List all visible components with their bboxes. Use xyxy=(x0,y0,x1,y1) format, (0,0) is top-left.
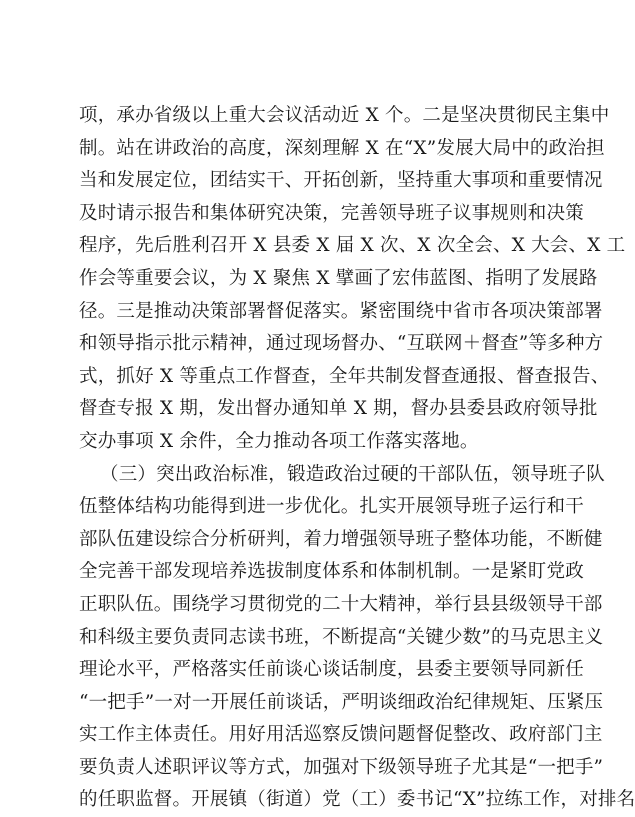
text-line: 理论水平，严格落实任前谈心谈话制度，县委主要领导同新任 xyxy=(79,659,584,681)
text-line: 和科级主要负责同志读书班，不断提高“关键少数”的马克思主义 xyxy=(79,626,604,648)
text-line: 的任职监督。开展镇（街道）党（工）委书记“X”拉练工作，对排名 xyxy=(79,789,635,811)
text-line: 项，承办省级以上重大会议活动近 X 个。二是坚决贯彻民主集中 xyxy=(79,105,610,126)
text-line: 径。三是推动决策部署督促落实。紧密围绕中省市各项决策部署 xyxy=(79,300,603,322)
section-heading-line: （三）突出政治标准，锻造政治过硬的干部队伍，领导班子队 xyxy=(100,463,605,485)
text-line: 全完善干部发现培养选拔制度体系和体制机制。一是紧盯党政 xyxy=(79,561,584,583)
text-line: 部队伍建设综合分析研判，着力增强领导班子整体功能，不断健 xyxy=(79,528,603,550)
text-line: 作会等重要会议，为 X 聚焦 X 擘画了宏伟蓝图、指明了发展路 xyxy=(79,267,598,289)
text-line: 正职队伍。围绕学习贯彻党的二十大精神，举行县县级领导干部 xyxy=(79,593,603,615)
text-line: 当和发展定位，团结实干、开拓创新，坚持重大事项和重要情况 xyxy=(79,170,603,192)
text-line: 式，抓好 X 等重点工作督查，全年共制发督查通报、督查报告、 xyxy=(79,365,610,387)
text-line: 和领导指示批示精神，通过现场督办、“互联网＋督查”等多种方 xyxy=(79,333,604,355)
text-line: 及时请示报告和集体研究决策，完善领导班子议事规则和决策 xyxy=(79,202,584,224)
document-body xyxy=(79,100,635,817)
paragraph-end-line: 交办事项 X 余件，全力推动各项工作落实落地。 xyxy=(79,430,479,452)
text-line: 伍整体结构功能得到进一步优化。扎实开展领导班子运行和干 xyxy=(79,496,584,518)
text-line: 要负责人述职评议等方式，加强对下级领导班子尤其是“一把手” xyxy=(79,756,604,778)
text-line: 实工作主体责任。用好用活巡察反馈问题督促整改、政府部门主 xyxy=(79,724,603,746)
text-line: 督查专报 X 期，发出督办通知单 X 期，督办县委县政府领导批 xyxy=(79,398,598,420)
text-line: 制。站在讲政治的高度，深刻理解 X 在“X”发展大局中的政治担 xyxy=(79,137,605,159)
text-line: 程序，先后胜利召开 X 县委 X 届 X 次、X 次全会、X 大会、X 工 xyxy=(79,235,626,257)
text-line: “一把手”一对一开展任前谈话，严明谈细政治纪律规矩、压紧压 xyxy=(79,691,604,713)
